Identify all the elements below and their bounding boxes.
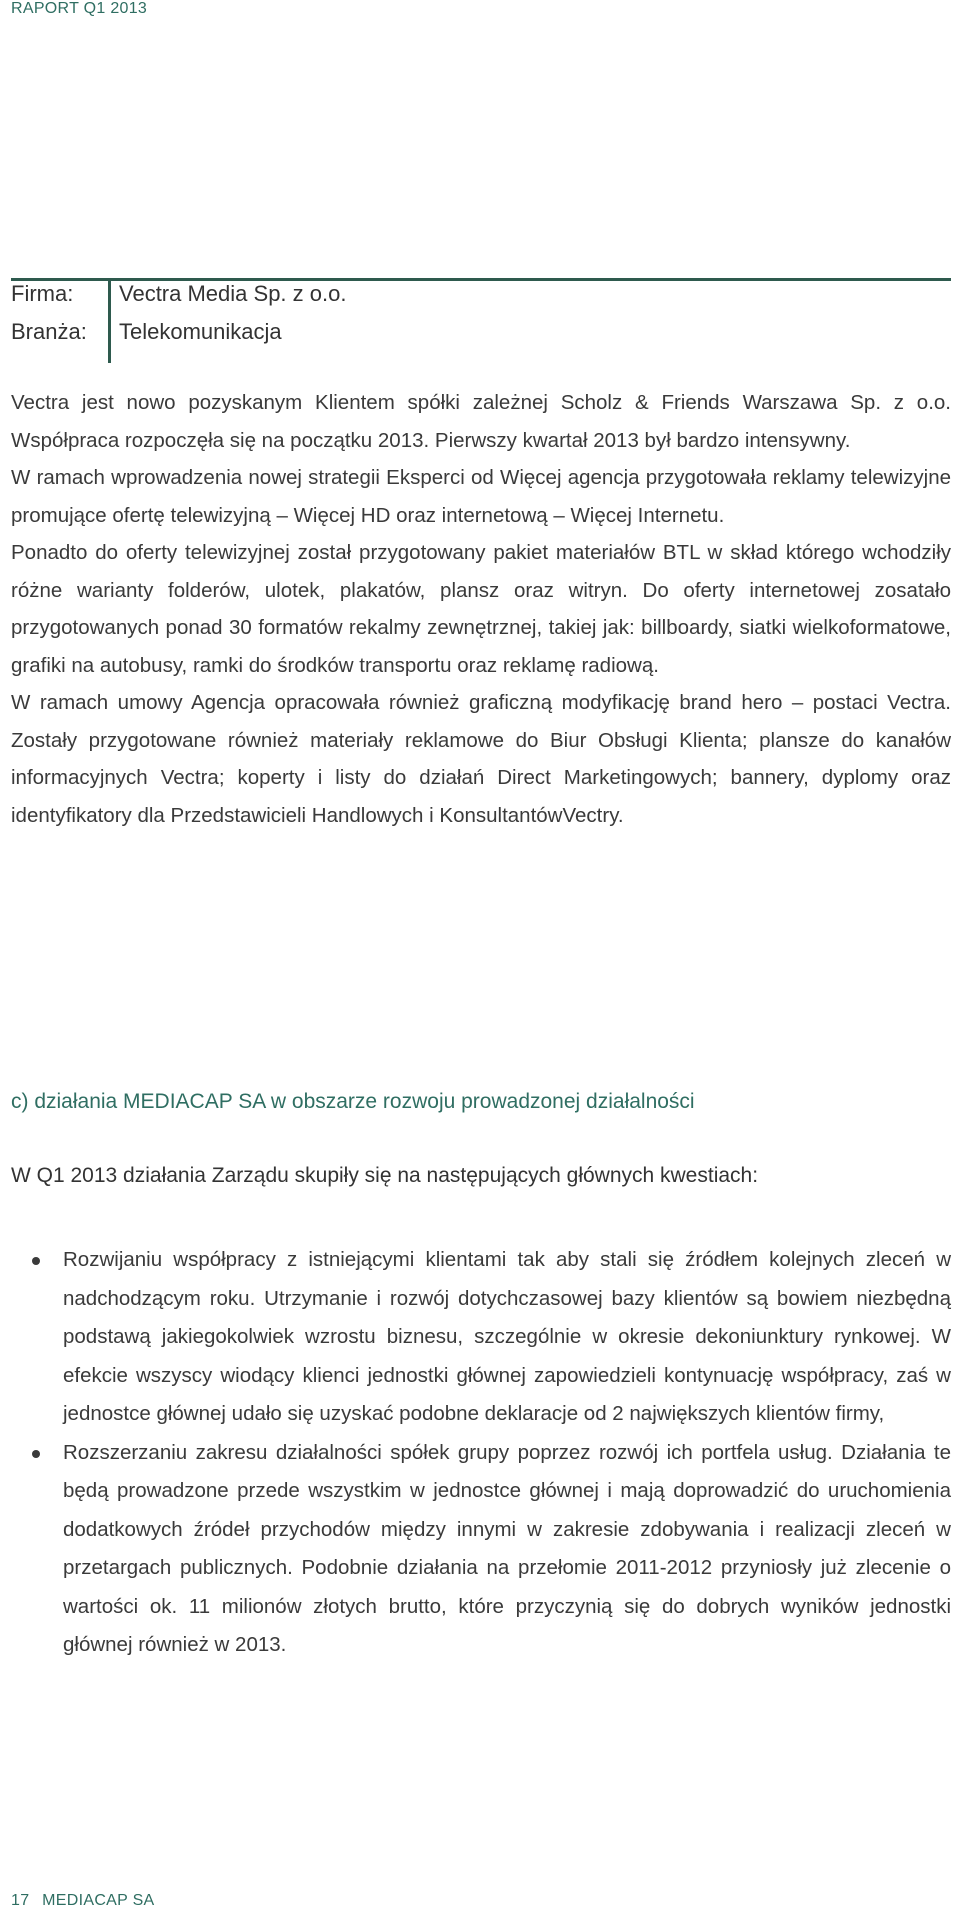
info-value-firm: Vectra Media Sp. z o.o.: [119, 281, 347, 306]
info-key-firm: Firma:: [11, 281, 74, 306]
info-divider: [108, 281, 111, 363]
bullet-dot-icon: [32, 1450, 40, 1458]
bullet-list: [11, 1241, 951, 1665]
info-row-industry: [11, 319, 951, 357]
footer-company: MEDIACAP SA: [42, 1892, 155, 1909]
report-header-label: RAPORT Q1 2013: [11, 0, 148, 17]
body-paragraph: W ramach umowy Agencja opracowała również graficzną modyfikację brand hero – postaci Vectra. Zostały przygotowane również materiały reklamowe do Biur Obsługi Klienta; plansze do kanałów informacyjnych Vectra; koperty i listy do działań Direct Marketingowych; bannery, dyplomy oraz identyfikatory dla Przedstawicieli Handlowych i KonsultantówVectry.: [11, 691, 951, 827]
info-key-industry: Branża:: [11, 319, 87, 344]
company-info-block: [11, 278, 951, 357]
body-paragraph: W ramach wprowadzenia nowej strategii Eksperci od Więcej agencja przygotowała reklamy telewizyjne promujące ofertę telewizyjną – Więcej HD oraz internetową – Więcej Internetu.: [11, 466, 951, 527]
list-item: [11, 1241, 951, 1434]
info-value-industry: Telekomunikacja: [119, 319, 282, 344]
page-number: 17: [11, 1892, 30, 1909]
list-item-text: Rozszerzaniu zakresu działalności spółek grupy poprzez rozwój ich portfela usług. Działania te będą prowadzone przede wszystkim w jednostce głównej i mają doprowadzić do uruchomienia dodatkowych źródeł przychodów między innymi w zakresie zdobywania i realizacji zleceń w przetargach publicznych. Podobnie działania na przełomie 2011-2012 przyniosły już zlecenie o wartości ok. 11 milionów złotych brutto, które przyczynią się do dobrych wyników jednostki głównej również w 2013.: [63, 1440, 951, 1656]
body-text: [11, 384, 951, 834]
body-paragraph: Vectra jest nowo pozyskanym Klientem spółki zależnej Scholz & Friends Warszawa Sp. z o.o. Współpraca rozpoczęła się na początku 2013. Pierwszy kwartał 2013 był bardzo intensywny.: [11, 391, 951, 452]
list-item: [11, 1434, 951, 1665]
list-item-text: Rozwijaniu współpracy z istniejącymi klientami tak aby stali się źródłem kolejnych zleceń w nadchodzącym roku. Utrzymanie i rozwój dotychczasowej bazy klientów są bowiem niezbędną podstawą jakiegokolwiek wzrostu biznesu, szczególnie w okresie dekoniunktury rynkowej. W efekcie wszyscy wiodący klienci jednostki głównej zapowiedzieli kontynuację współpracy, zaś w jednostce głównej udało się uzyskać podobne deklaracje od 2 największych klientów firmy,: [63, 1248, 951, 1425]
section-intro: W Q1 2013 działania Zarządu skupiły się na następujących głównych kwestiach:: [11, 1164, 759, 1187]
page-footer: [11, 1892, 155, 1910]
bullet-dot-icon: [32, 1257, 40, 1265]
body-paragraph: Ponadto do oferty telewizyjnej został przygotowany pakiet materiałów BTL w skład którego wchodziły różne warianty folderów, ulotek, plakatów, plansz oraz witryn. Do oferty internetowej zosatało przygotowanych ponad 30 formatów rekalmy zewnętrznej, takiej jak: billboardy, siatki wielkoformatowe, grafiki na autobusy, ramki do środków transportu oraz reklamę radiową.: [11, 541, 951, 677]
info-row-firm: [11, 281, 951, 319]
section-heading: c) działania MEDIACAP SA w obszarze rozwoju prowadzonej działalności: [11, 1090, 695, 1113]
